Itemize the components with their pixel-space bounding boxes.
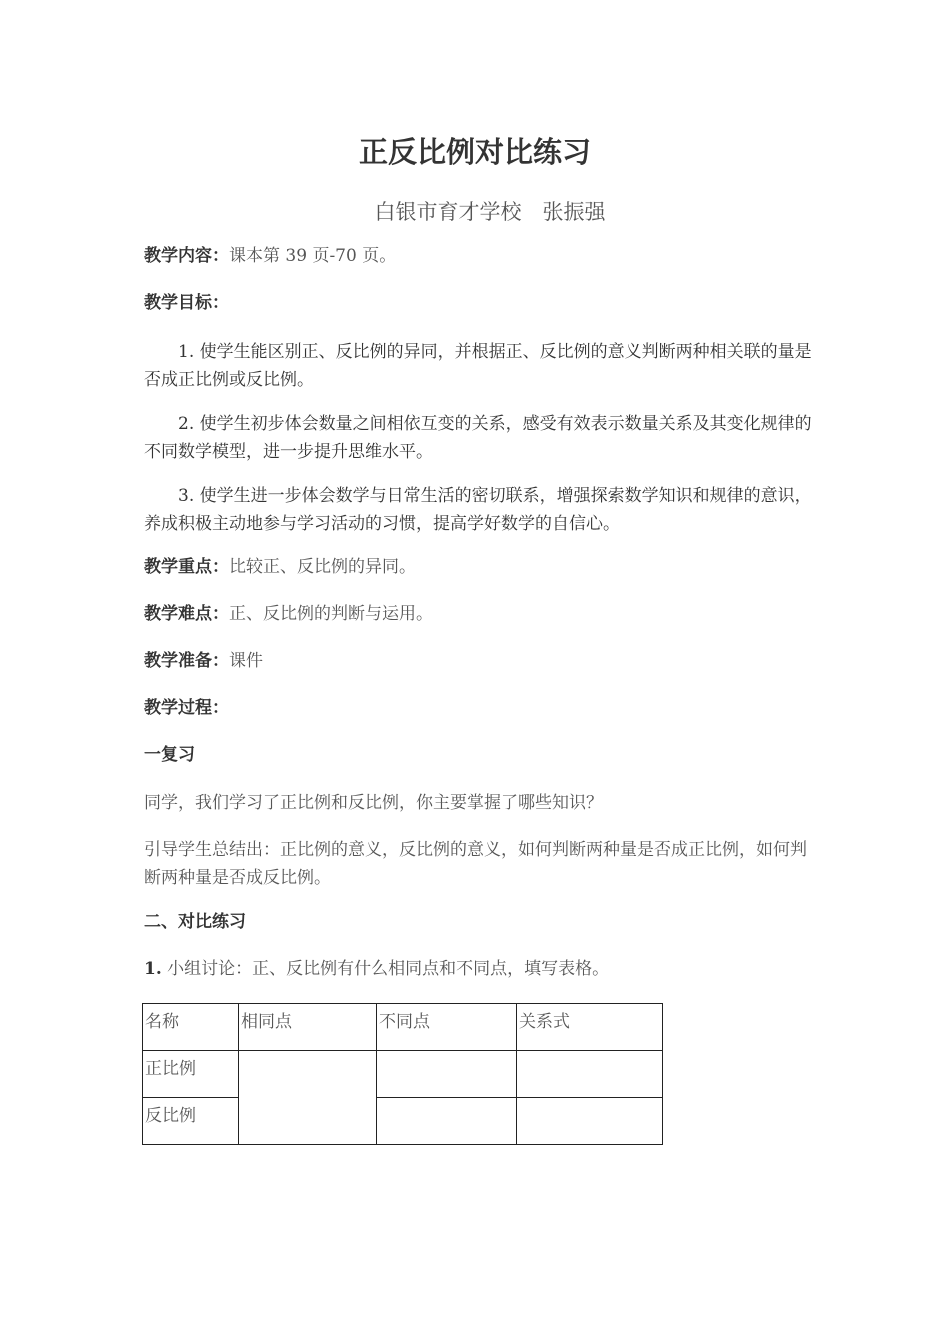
review-question: 同学，我们学习了正比例和反比例，你主要掌握了哪些知识？ [144, 793, 603, 813]
key-points-value: 比较正、反比例的异同。 [229, 557, 416, 577]
teaching-content-value: 课本第 39 页-70 页。 [229, 246, 397, 266]
table-cell [377, 1051, 517, 1098]
section-practice-heading: 二、对比练习 [144, 912, 246, 932]
table-header-row [143, 1004, 663, 1051]
key-points [144, 553, 814, 581]
goal-item: 3. 使学生进一步体会数学与日常生活的密切联系，增强探索数学知识和规律的意识，养成积极主动地参与学习活动的习惯，提高学好数学的自信心。 [144, 486, 812, 534]
preparation [144, 647, 814, 675]
page-title: 正反比例对比练习 [358, 135, 591, 169]
preparation-value: 课件 [229, 651, 263, 671]
goal-item: 1. 使学生能区别正、反比例的异同，并根据正、反比例的意义判断两种相关联的量是否成正比例或反比例。 [144, 342, 812, 390]
header-cell: 名称 [143, 1004, 239, 1051]
header-cell: 关系式 [517, 1004, 663, 1051]
key-points-label: 教学重点： [144, 557, 229, 577]
table-row [143, 1098, 663, 1145]
difficulties-value: 正、反比例的判断与运用。 [229, 604, 433, 624]
preparation-label: 教学准备： [144, 651, 229, 671]
practice-task [144, 955, 814, 983]
teaching-content-label: 教学内容： [144, 246, 229, 266]
table-row [143, 1051, 663, 1098]
task-number: 1. [144, 959, 162, 979]
difficulties [144, 600, 814, 628]
teaching-content [144, 242, 814, 270]
review-summary: 引导学生总结出：正比例的意义，反比例的意义，如何判断两种量是否成正比例，如何判断两种量是否成反比例。 [144, 840, 807, 888]
row-label-cell: 正比例 [143, 1051, 239, 1098]
task-text: 小组讨论：正、反比例有什么相同点和不同点，填写表格。 [161, 959, 610, 979]
header-cell: 相同点 [239, 1004, 377, 1051]
table-cell [517, 1098, 663, 1145]
author-line: 白银市育才学校 张振强 [374, 200, 606, 224]
merged-same-points-cell [239, 1051, 377, 1145]
table-cell [377, 1098, 517, 1145]
process-label: 教学过程： [144, 698, 229, 718]
row-label-cell: 反比例 [143, 1098, 239, 1145]
header-cell: 不同点 [377, 1004, 517, 1051]
teaching-goals-label: 教学目标： [144, 293, 229, 313]
table-cell [517, 1051, 663, 1098]
goal-item: 2. 使学生初步体会数量之间相依互变的关系，感受有效表示数量关系及其变化规律的不同数学模型，进一步提升思维水平。 [144, 414, 812, 462]
section-review-heading: 一复习 [144, 745, 195, 765]
difficulties-label: 教学难点： [144, 604, 229, 624]
comparison-table [142, 1003, 663, 1145]
